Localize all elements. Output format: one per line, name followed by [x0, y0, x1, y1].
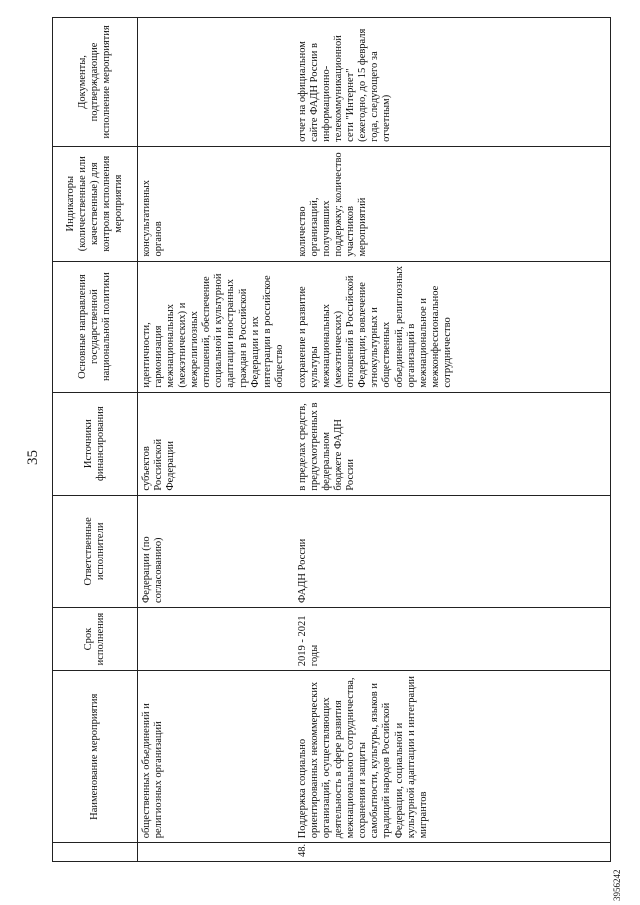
cell-number [138, 843, 295, 862]
table-row [294, 18, 611, 862]
cell-funding: в пределах средств, предусмотренных в федеральном бюджете ФАДН России [294, 392, 611, 495]
header-executors: Ответственные исполнители [53, 495, 138, 607]
cell-directions: идентичности, гармонизация межнациональных (межэтнических) и межрелигиозных отношений, обеспечение социальной и культурной адаптации иностранных граждан в Российской Федерации и их интеграции в российское общество [138, 261, 295, 392]
header-funding: Источники финансирования [53, 392, 138, 495]
table-header-row [53, 18, 138, 862]
measures-table [52, 17, 611, 862]
cell-indicators: количество организаций, получивших поддержку; количество участников мероприятий [294, 146, 611, 261]
cell-term: 2019 - 2021 годы [294, 608, 611, 671]
header-indicators: Индикаторы (количественные или качественные) для контроля исполнения мероприятия [53, 146, 138, 261]
cell-name: общественных объединений и религиозных организаций [138, 671, 295, 843]
cell-name: Поддержка социально ориентированных некоммерческих организаций, осуществляющих деятельность в сфере развития межнационального сотрудничества, сохранения и защиты самобытности, культуры, языков и традиций народов Российской Федерации, социальной и культурной адаптации и интеграции мигрантов [294, 671, 611, 843]
table-row [138, 18, 295, 862]
header-documents: Документы, подтверждающие исполнение мероприятия [53, 18, 138, 147]
cell-indicators: консультативных органов [138, 146, 295, 261]
cell-documents [138, 18, 295, 147]
header-directions: Основные направления государственной национальной политики [53, 261, 138, 392]
header-number [53, 843, 138, 862]
cell-number: 48. [294, 843, 611, 862]
cell-executors: ФАДН России [294, 495, 611, 607]
cell-directions: сохранение и развитие культуры межнациональных (межэтнических) отношений в Российской Федерации; вовлечение этнокультурных и общественных объединений, религиозных организаций в межнациональное и межконфессиональное сотрудничество [294, 261, 611, 392]
cell-executors: Федерации (по согласованию) [138, 495, 295, 607]
cell-documents: отчет на официальном сайте ФАДН России в информационно-телекоммуникационной сети "Интернет" (ежегодно, до 15 февраля года, следующего за отчетным) [294, 18, 611, 147]
cell-term [138, 608, 295, 671]
page-number: 35 [25, 450, 41, 465]
header-term: Срок исполнения [53, 608, 138, 671]
cell-funding: субъектов Российской Федерации [138, 392, 295, 495]
document-id: 3956242 [612, 869, 622, 901]
header-name: Наименование мероприятия [53, 671, 138, 843]
